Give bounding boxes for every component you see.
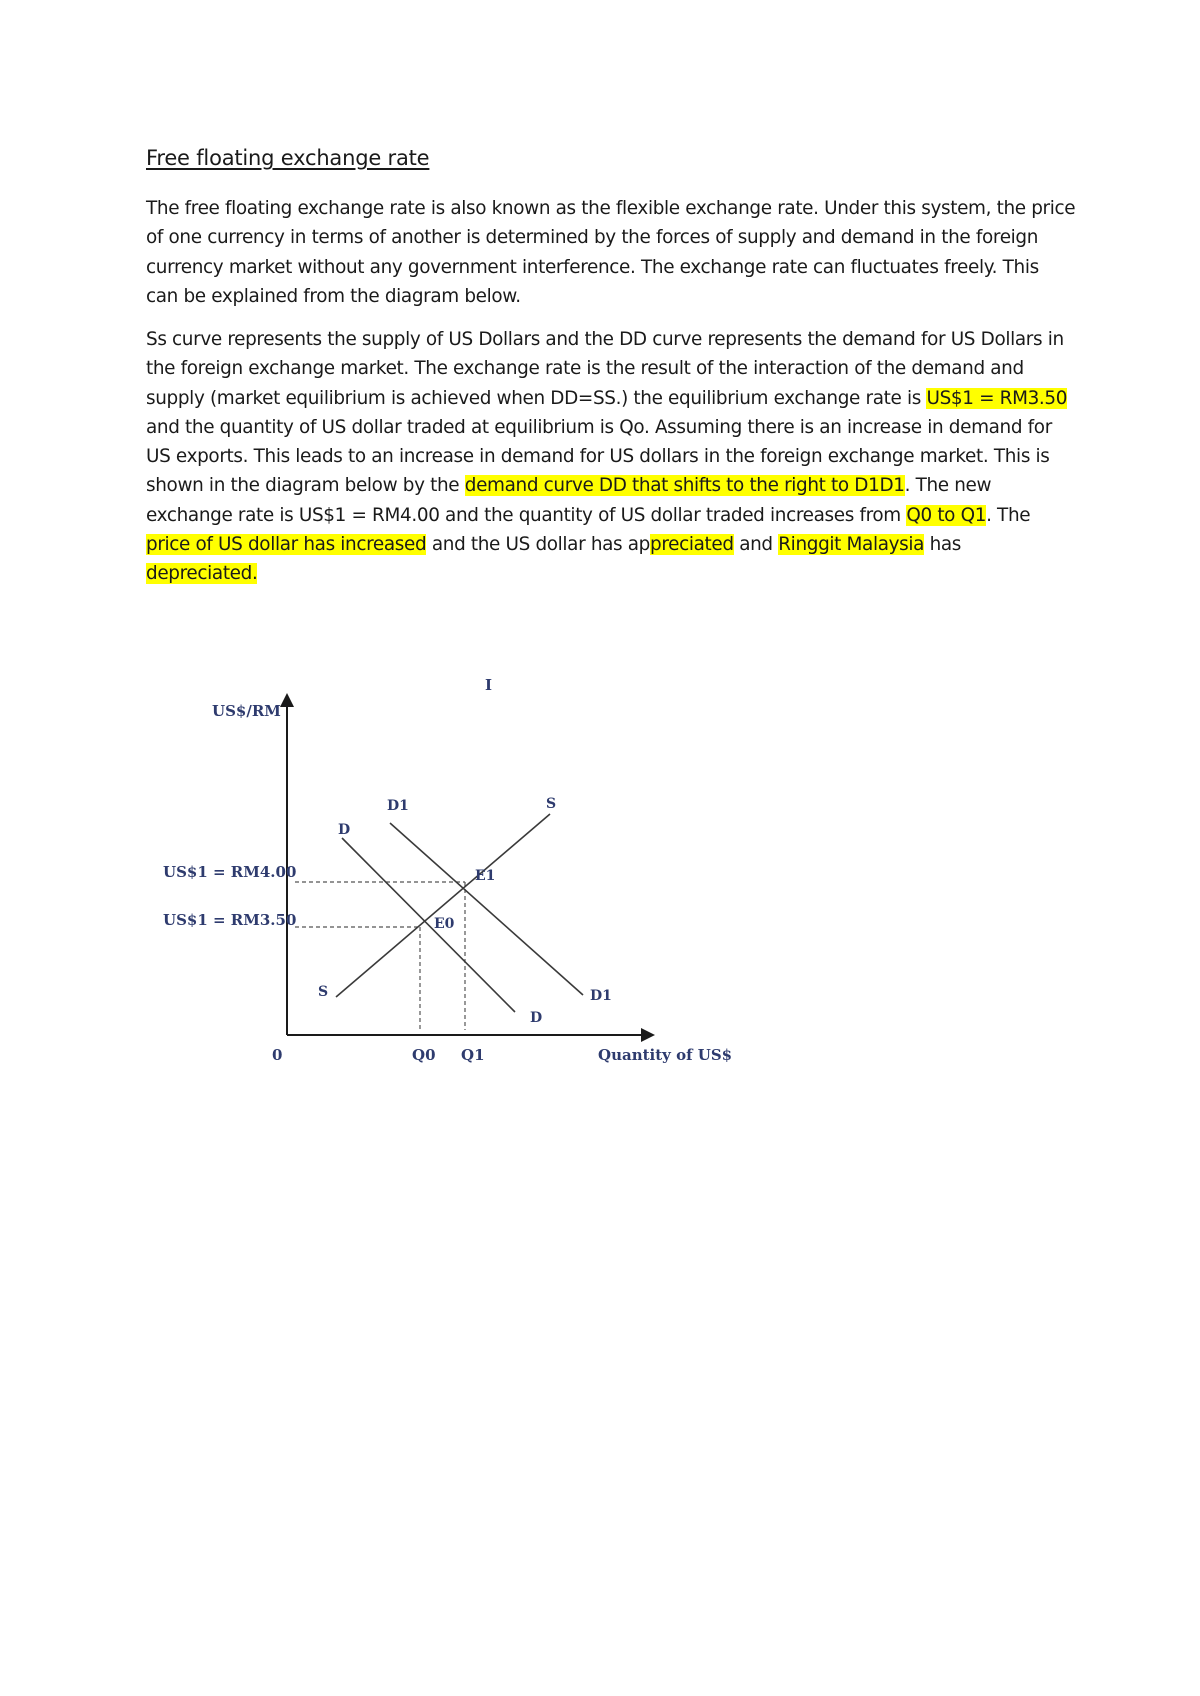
supply-curve [336, 814, 550, 997]
d1-bottom-label: D1 [590, 988, 612, 1004]
highlight-quantity-change: Q0 to Q1 [906, 504, 987, 526]
d-bottom-label: D [530, 1010, 543, 1026]
text-segment: Ss curve represents the supply of US Dollars and the DD curve represents the demand for US Dollars in the foreign exchange market. The exchange rate is the result of the interaction of the demand and supply (market equilibrium is achieved when DD=SS.) the equilibrium exchange rate is [146, 329, 1064, 409]
price-low-label: US$1 = RM3.50 [163, 911, 297, 929]
x-axis-label: Quantity of US$ [598, 1046, 733, 1064]
diagram-svg [150, 660, 750, 1064]
text-segment: and [733, 534, 779, 556]
highlight-ringgit: Ringgit Malaysia [778, 534, 925, 556]
supply-demand-diagram [150, 660, 750, 1064]
highlight-demand-shift: demand curve DD that shifts to the right to D1D1 [464, 475, 905, 497]
text-segment: and the quantity of US dollar traded at equilibrium is Qo. Assuming there is an increase in demand for US exports. This leads to an increase in demand for US dollars in the foreign exchange market. This is shown in the diagram below by the [146, 416, 1052, 497]
y-axis-label: US$/RM [212, 702, 281, 720]
text-segment: has [924, 534, 962, 556]
q0-label: Q0 [412, 1046, 436, 1064]
paragraph-explanation [146, 325, 1076, 589]
s-top-label: S [546, 796, 557, 812]
d1-top-label: D1 [387, 798, 409, 814]
paragraph-intro: The free floating exchange rate is also known as the flexible exchange rate. Under this system, the price of one currency in terms of another is determined by the forces of supply and demand in the foreign currency market without any government interference. The exchange rate can fluctuates freely. This can be explained from the diagram below. [146, 198, 1076, 307]
demand-curve-d1 [390, 823, 583, 995]
highlight-equilibrium-rate: US$1 = RM3.50 [926, 387, 1068, 409]
origin-label: 0 [272, 1046, 283, 1064]
highlight-price-increase: price of US dollar has increased [146, 534, 427, 556]
d-top-label: D [338, 822, 351, 838]
e0-label: E0 [434, 916, 455, 932]
q1-label: Q1 [461, 1046, 485, 1064]
document-title: Free floating exchange rate [146, 146, 430, 170]
s-bottom-label: S [318, 984, 329, 1000]
e1-label: E1 [475, 868, 496, 884]
stray-mark: I [485, 676, 493, 694]
text-segment: . The [986, 504, 1031, 526]
text-segment: . The new exchange rate is US$1 = RM4.00 and the quantity of US dollar traded increases from [146, 475, 992, 526]
demand-curve-d [342, 838, 515, 1012]
text-segment: and the US dollar has ap [426, 534, 651, 556]
price-high-label: US$1 = RM4.00 [163, 863, 297, 881]
highlight-depreciated: depreciated. [146, 563, 258, 585]
highlight-appreciated: preciated [650, 534, 734, 556]
